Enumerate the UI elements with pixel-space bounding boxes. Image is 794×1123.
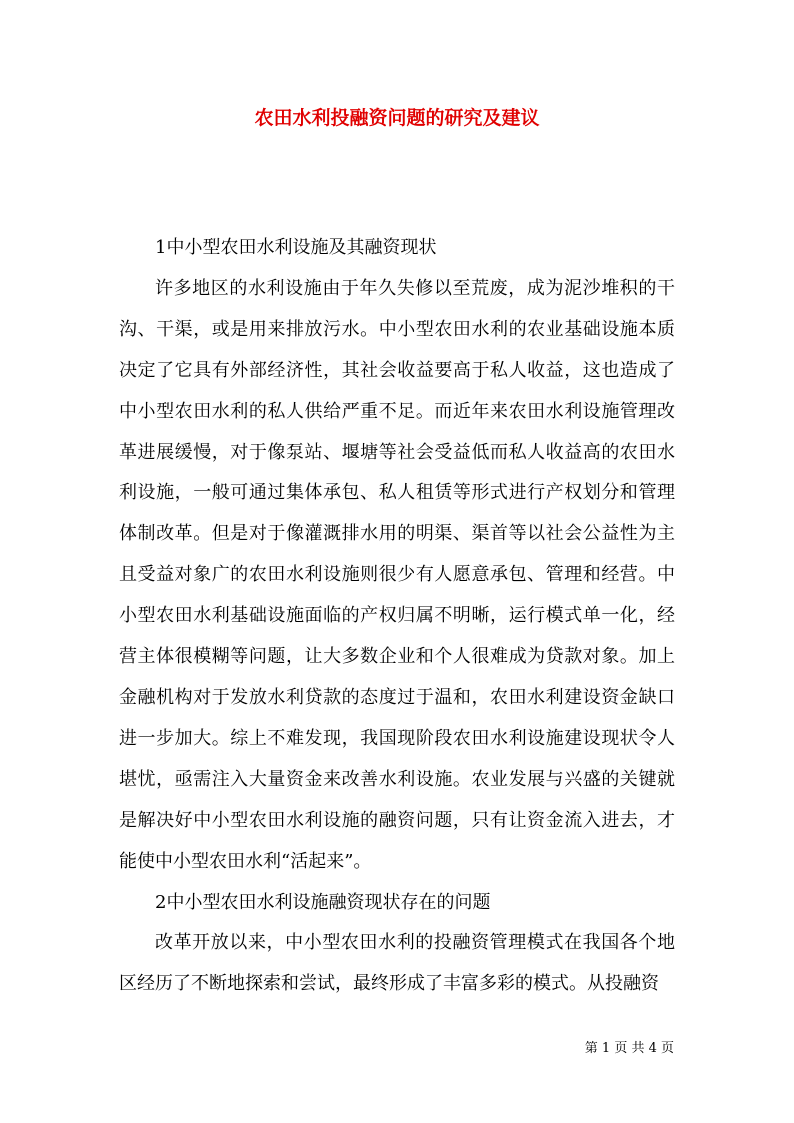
page-number-footer: 第 1 页 共 4 页 — [584, 1041, 674, 1056]
section-heading-2: 2中小型农田水利设施融资现状存在的问题 — [155, 891, 491, 913]
paragraph-2: 改革开放以来，中小型农田水利的投融资管理模式在我国各个地区经历了不断地探索和尝试，最终形成了丰富多彩的模式。从投融资 — [119, 932, 675, 995]
paragraph-1: 许多地区的水利设施由于年久失修以至荒废，成为泥沙堆积的干沟、干渠，或是用来排放污水。中小型农田水利的农业基础设施本质决定了它具有外部经济性，其社会收益要高于私人收益，这也造成了中小型农田水利的私人供给严重不足。而近年来农田水利设施管理改革进展缓慢，对于像泵站、堰塘等社会受益低而私人收益高的农田水利设施，一般可通过集体承包、私人租赁等形式进行产权划分和管理体制改革。但是对于像灌溉排水用的明渠、渠首等以社会公益性为主且受益对象广的农田水利设施则很少有人愿意承包、管理和经营。中小型农田水利基础设施面临的产权归属不明晰，运行模式单一化，经营主体很模糊等问题，让大多数企业和个人很难成为贷款对象。加上金融机构对于发放水利贷款的态度过于温和，农田水利建设资金缺口进一步加大。综上不难发现，我国现阶段农田水利设施建设现状令人堪忧，亟需注入大量资金来改善水利设施。农业发展与兴盛的关键就是解决好中小型农田水利设施的融资问题，只有让资金流入进去，才能使中小型农田水利“活起来”。 — [119, 277, 675, 872]
document-body — [119, 228, 675, 1005]
section-heading-1: 1中小型农田水利设施及其融资现状 — [155, 237, 437, 258]
document-title: 农田水利投融资问题的研究及建议 — [254, 107, 540, 129]
